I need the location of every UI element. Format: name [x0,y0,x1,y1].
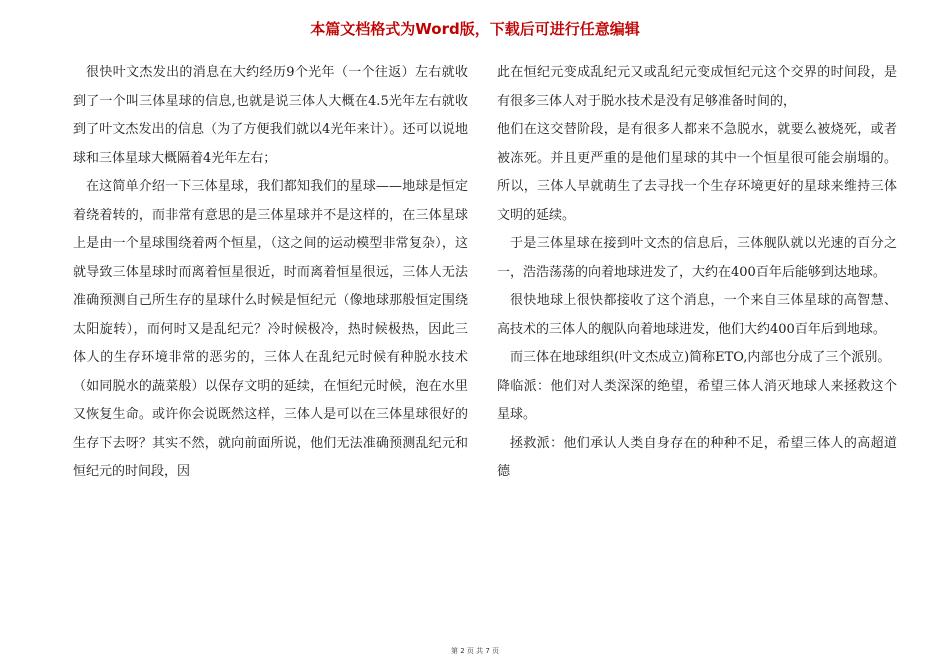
paragraph: 他们在这交替阶段，是有很多人都来不急脱水，就要么被烧死，或者被冻死。并且更严重的是他们星球的其中一个恒星很可能会崩塌的。所以，三体人早就萌生了去寻找一个生存环境更好的星球来维持三体文明的延续。 [497,122,897,223]
paragraph: 于是三体星球在接到叶文杰的信息后，三体舰队就以光速的百分之一，浩浩荡荡的向着地球进发了，大约在400百年后能够到达地球。 [497,236,897,280]
left-text-column [73,59,468,487]
page-number-footer: 第 2 页 共 7 页 [450,647,500,655]
right-text-column [497,59,897,487]
paragraph: 而三体在地球组织(叶文杰成立)简称ETO,内部也分成了三个派别。 [510,350,891,365]
paragraph: 很快地球上很快都接收了这个消息，一个来自三体星球的高智慧、高技术的三体人的舰队向着地球进发，他们大约400百年后到地球。 [497,293,897,337]
paragraph: 很快叶文杰发出的消息在大约经历9个光年（一个往返）左右就收到了一个叫三体星球的信息,也就是说三体人大概在4.5光年左右就收到了叶文杰发出的信息（为了方便我们就以4光年来计）。还可以说地球和三体星球大概隔着4光年左右； [73,65,468,166]
paragraph: 在这简单介绍一下三体星球，我们都知我们的星球——地球是恒定着绕着转的，而非常有意思的是三体星球并不是这样的，在三体星球上是由一个星球围绕着两个恒星，（这之间的运动模型非常复杂），这就导致三体星球时而离着恒星很近，时而离着恒星很远，三体人无法准确预测自己所生存的星球什么时候是恒纪元（像地球那般恒定围绕太阳旋转），而何时又是乱纪元？冷时候极冷，热时候极热，因此三体人的生存环境非常的恶劣的，三体人在乱纪元时候有种脱水技术（如同脱水的蔬菜般）以保存文明的延续，在恒纪元时候，泡在水里又恢复生命。或许你会说既然这样，三体人是可以在三体星球很好的生存下去呀？其实不然，就向前面所说，他们无法准确预测乱纪元和恒纪元的时间段，因 [73,179,468,479]
document-header-title: 本篇文档格式为Word版，下载后可进行任意编辑 [310,20,640,38]
paragraph: 此在恒纪元变成乱纪元又或乱纪元变成恒纪元这个交界的时间段，是有很多三体人对于脱水技术是没有足够准备时间的， [497,65,897,109]
paragraph: 降临派：他们对人类深深的绝望，希望三体人消灭地球人来拯救这个星球。 [497,378,897,422]
paragraph: 拯救派：他们承认人类自身存在的种种不足，希望三体人的高超道德 [497,435,897,479]
